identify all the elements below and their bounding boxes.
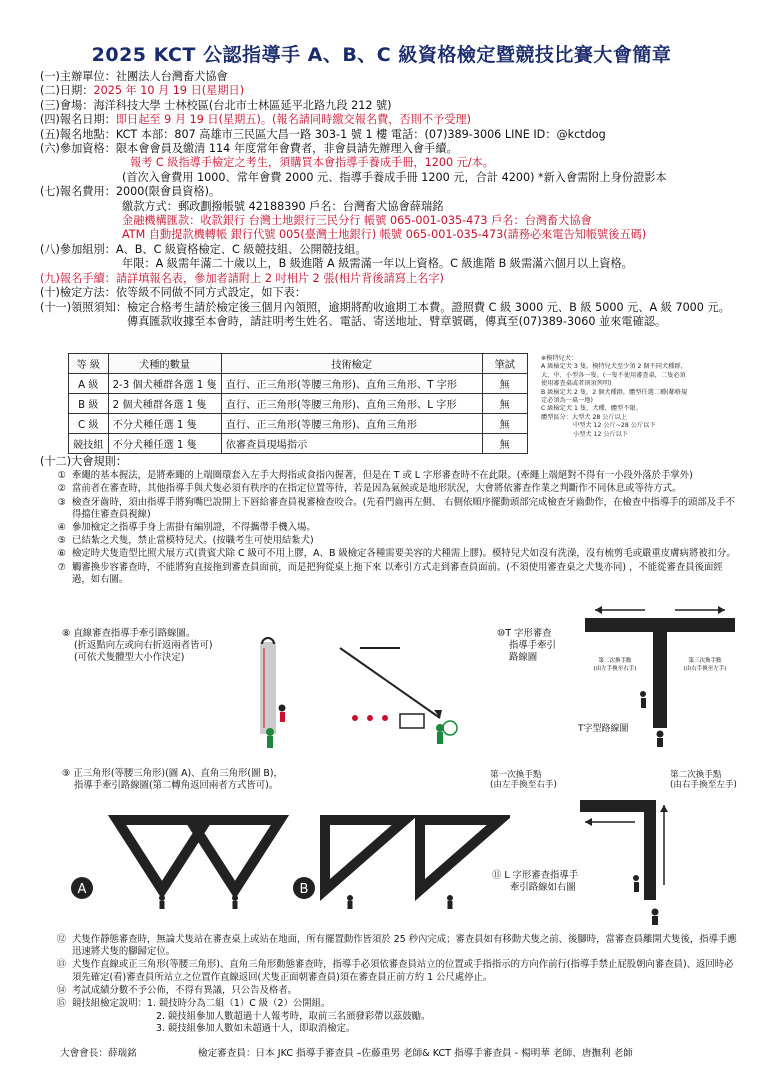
rule-sub: 3. 競技組參加人數如未超過十人，即取消檢定。 (156, 1023, 356, 1035)
l-bar (580, 800, 656, 812)
side-note (541, 355, 741, 439)
judge-icon (447, 895, 453, 901)
table-cell: B 級 (69, 394, 109, 414)
t-right-label-sub: (由右手換至左手) (683, 666, 727, 672)
judge-body (233, 901, 238, 909)
note-line: B 級檢定犬 2 隻，2 個犬種群，體型任選二種(鄰格規 (541, 388, 688, 396)
exam-table (400, 714, 424, 728)
note-line: 使用審查桌或者則須列明) (541, 380, 612, 388)
handler-body (280, 712, 285, 722)
info-label: (五)報名地點： (40, 127, 116, 141)
table-header-row (69, 354, 528, 374)
note-line: 中型犬 12 公斤~28 公斤以下 (573, 422, 656, 430)
figure-label: A (77, 882, 87, 897)
group-value: A、B、C 級資格檢定、C 級競技組、公開競技組。 (115, 242, 367, 256)
fig8-caption: ⑧ 直線審查指導手牽引路線圖。 (折返點向左或向右折返兩者皆可) (可依犬隻體型大小作決定) (62, 628, 213, 663)
dog-icon (352, 715, 358, 721)
judge-icon (266, 728, 274, 736)
info-block (40, 70, 740, 329)
rule-item: ⑥ 檢定時犬隻造型比照犬展方式(貴賓犬除 C 級可不用上膠，A、B 級檢定各種需要美容的犬種需上膠)。模特兒犬如沒有洗澡，沒有梳剪毛或嚴重皮膚病將被扣分。 (57, 548, 736, 560)
judge-body (348, 901, 353, 909)
judge-icon (652, 909, 659, 916)
rules-block (40, 456, 740, 587)
right-triangle-path (325, 820, 405, 890)
arrow-head (595, 606, 602, 614)
table-header: 犬種的數量 (108, 354, 221, 374)
handler-icon (633, 875, 639, 881)
table-cell: 不分犬種任選 1 隻 (108, 414, 221, 434)
handler-icon (640, 691, 646, 697)
arrow-head (718, 606, 725, 614)
note-line: 小型犬 12 公斤以下 (573, 430, 629, 438)
fig11-caption: ⑪ L 字形審查指導手 牽引路線如右圖 (492, 870, 579, 893)
judge-body (160, 901, 165, 909)
info-label: (二)日期： (40, 84, 94, 98)
note-line: 大、中、小型各一隻。(一隻不使用審查桌，二隻必須 (541, 371, 686, 379)
table-cell: A 級 (69, 374, 109, 394)
group-note: 年限：A 級需年滿二十歲以上，B 級進階 A 級需滿一年以上資格。C 級進階 B 級需滿六個月以上資格。 (122, 257, 633, 271)
table-header: 等 級 (69, 354, 109, 374)
rule-item: ④ 參加檢定之指導手身上需掛有編別證，不得攜帶手機入場。 (57, 522, 316, 534)
fee-value: 2000(限會員資格)。 (115, 185, 221, 199)
table-row (69, 414, 528, 434)
t-right-label: 第三次換手點 (688, 658, 722, 664)
rule-item: ⑦ 觸審換步容審查時，不能將狗直接拖到審查員面前，而是把狗從桌上拖下來 以牽引方式走到審查員面前。(不須使用審查桌之犬隻亦同) ，不能從審查員後面經過，如右圖。 (57, 561, 723, 585)
handler-body (634, 882, 639, 892)
info-label: (四)報名日期： (40, 113, 116, 127)
qual-note: (首次入會費用 1000、常年會費 2000 元、指導手養成手冊 1200 元，合計 4200) *新入會需附上身份證影本 (122, 170, 667, 184)
table-cell: 直行、正三角形(等腰三角形)、直角三角形、L 字形 (221, 394, 482, 414)
table-cell: 競技組 (69, 434, 109, 454)
page-title: 2025 KCT 公認指導手 A、B、C 級資格檢定暨競技比賽大會簡章 (91, 44, 672, 66)
info-value: 海洋科技大學 士林校區(台北市士林區延平北路九段 212 號) (93, 98, 392, 112)
t-stem (653, 618, 667, 728)
triangle-path (190, 820, 280, 890)
note-line: 定必須為一桌一地) (541, 397, 593, 405)
dog-icon (367, 715, 373, 721)
info-label: (六)參加資格： (40, 142, 116, 156)
rules-block-2 (40, 934, 740, 1036)
judge-mark (443, 721, 457, 735)
judge-body (657, 738, 663, 747)
rule-item: ② 當前者在審查時，其他指導手與犬隻必須有秩序的在指定位置等待，若是因為氣候或是地形狀況，大會將依審查作業之判斷作不同休息或等待方式。 (57, 483, 682, 495)
rule-item: ① 牽繩的基本握法，是將牽繩的上端圈環套入左手大拇指或食指內握著，但是在 T 或 L 字形審查時不在此限。(牽繩上端絕對不得有一小段外落於手掌外) (57, 470, 693, 482)
judge-body (448, 901, 453, 909)
t-left-label-sub: (由左手換至右手) (593, 666, 637, 672)
rule-item: ⑤ 已結紮之犬隻，禁止當模特兒犬。(按職考生可使用結紮犬) (57, 535, 314, 547)
straight-line-diagram (240, 628, 540, 758)
table-cell: 不分犬種任選 1 隻 (108, 434, 221, 454)
note-line: A 級檢定犬 3 隻，模特兒犬至少須 2 個不同犬種群， (541, 363, 687, 371)
info-label: (一)主辦單位： (40, 70, 116, 83)
table-cell: 無 (482, 414, 527, 434)
note-line: ※模特兒犬： (541, 355, 578, 362)
qual-red: 報考 C 級指導手檢定之考生，須購買本會指導手養成手冊，1200 元/本。 (130, 156, 494, 170)
table-row (69, 394, 528, 414)
fig10-caption: ⑩T 字形審查 指導手牽引 路線圖 (497, 628, 556, 663)
cert-label: (十一)領照須知： (40, 300, 128, 314)
table-cell: 無 (482, 434, 527, 454)
t-bottom-label: T字型路線圖 (578, 724, 629, 734)
handler-icon (279, 705, 286, 712)
payment-line: 繳款方式：郵政劃撥帳號 42188390 戶名：台灣畜犬協會薛瑞銘 (122, 199, 444, 213)
info-value: 限本會會員及繳清 114 年度常年會費者，非會員請先辦理入會手續。 (115, 142, 458, 156)
table-cell: 2 個犬種群各選 1 隻 (108, 394, 221, 414)
l-stem (644, 800, 656, 900)
rule-sub: 2. 競技組參加人數超過十人報考時，取前三名頒發彩帶以茲鼓勵。 (156, 1011, 431, 1023)
walk-path (260, 642, 276, 734)
handler-body (641, 698, 646, 708)
table-row (69, 374, 528, 394)
footer-judges: 檢定審查員：日本 JKC 指導手審查員 –佐藤重男 老師& KCT 指導手審查員 - 楊明華 老師、唐撫利 老師 (198, 1048, 633, 1059)
note-line: 體型區分：大型犬 28 公斤以上 (541, 413, 628, 421)
path-diagonal (340, 648, 440, 718)
rule-item: ⑫ 犬隻作靜態審查時，無論犬隻站在審查桌上或站在地面，所有擺置動作皆須於 25 秒內完成；審查員如有移動犬隻之前、後腳時，當審查員離開犬隻後，指導手應迅速將犬隻的腳歸定位。 (56, 934, 737, 958)
judge-icon (232, 895, 238, 901)
group-label: (八)參加組別： (40, 242, 116, 256)
arrow-head (585, 818, 592, 826)
table-cell: 2-3 個犬種群各選 1 隻 (108, 374, 221, 394)
table-cell: 直行、正三角形(等腰三角形)、直角三角形 (221, 414, 482, 434)
table-cell: 無 (482, 394, 527, 414)
dog-icon (382, 715, 388, 721)
docs-label: (九)報名手續： (40, 271, 116, 285)
arrow-head (660, 805, 668, 812)
table-header: 技術檢定 (221, 354, 482, 374)
table-header: 筆試 (482, 354, 527, 374)
right-triangle-path (420, 820, 500, 890)
fig9-caption: ⑨ 正三角形(等腰三角形)(圖 A)、直角三角形(圖 B)， 指導手牽引路線圖(第二轉角返回兩者方式皆可)。 (62, 768, 283, 791)
payment-line: 金融機構匯款：收款銀行 台灣土地銀行三民分行 帳號 065-001-035-473 戶名：台灣畜犬協會 (122, 214, 592, 228)
info-value: KCT 本部：807 高雄市三民區大昌一路 303-1 號 1 樓 電話：(07)389-3006 LINE ID：@kctdog (115, 127, 606, 141)
cert-value: 檢定合格考生請於檢定後三個月內領照，逾期將酌收逾期工本費。證照費 C 級 3000 元、B 級 5000 元、A 級 7000 元。傳真匯款收據至本會時，請註明考生姓名、電話、寄送地址、臂章號碼，傳真至(07)389-3060 並來電確認。 (127, 300, 730, 328)
grade-table (68, 353, 528, 454)
table-cell: C 級 (69, 414, 109, 434)
t-left-label: 第二次換手點 (598, 658, 632, 664)
docs-value: 請詳填報名表，參加者請附上 2 吋相片 2 張(相片背後請寫上名字) (115, 271, 444, 285)
triangle-a2-diagram (180, 800, 290, 910)
judge-body (652, 916, 658, 925)
info-value: 社團法人台灣畜犬協會 (115, 70, 228, 83)
l-right-label: 第二次換手點 (由右手換至左手) (670, 770, 737, 790)
figure-label: B (299, 882, 309, 897)
rule-item: ③ 檢查牙齒時，須由指導手將狗嘴巴說開上下唇給審查員視審檢查咬合。(先看門齒再左側、 右側依順序擺動頭部完成檢查牙齒動作，在檢查中指導手的頭部及手不得擋住審查員視線) (57, 496, 735, 520)
info-label: (三)會場： (40, 98, 94, 112)
footer-president: 大會會長：薛瑞銘 (60, 1048, 137, 1059)
judge-icon (159, 895, 165, 901)
table-cell: 依審查員現場指示 (221, 434, 482, 454)
l-shape-diagram (560, 790, 720, 930)
note-line: C 級檢定犬 1 隻，犬種、體型不限。 (541, 405, 642, 413)
method-label: (十)檢定方法： (40, 286, 116, 300)
judge-body (437, 732, 443, 744)
table-cell: 無 (482, 374, 527, 394)
info-value: 即日起至 9 月 19 日(星期五)。(報名請同時繳交報名費，否則不予受理) (115, 113, 471, 127)
method-value: 依等級不同做不同方式設定，如下表： (115, 286, 307, 300)
payment-line: ATM 自動提款機轉帳 銀行代號 005(臺灣土地銀行) 帳號 065-001-035-473(請務必來電告知帳號後五碼) (122, 228, 647, 242)
rules-title: (十二)大會規則： (40, 455, 128, 468)
rule-item: ⑬ 犬隻作直線或正三角形(等腰三角形)、直角三角形動態審查時，指導手必須依審查員站立的位置或手指指示的方向作前行(指導手禁止屁股朝向審查員)、返回時必須先確定(看)審查員所站立之位置作直線返回(犬隻正面朝審查員)須在審查員正前方約 1 公尺處停止。 (56, 959, 734, 983)
rule-item: ⑭ 考試成績分數不予公佈，不得有異議，只公告及格者。 (56, 984, 298, 996)
table-row (69, 434, 528, 454)
judge-icon (657, 731, 664, 738)
rule-item: ⑮ 競技組檢定說明：1. 競技時分為二組（1）C 級（2）公開組。 (56, 998, 331, 1010)
fee-label: (七)報名費用： (40, 185, 116, 199)
judge-icon (347, 895, 353, 901)
l-left-label: 第一次換手點 (由左手換至右手) (490, 770, 557, 790)
judge-body (267, 736, 273, 748)
table-cell: 直行、正三角形(等腰三角形)、直角三角形、T 字形 (221, 374, 482, 394)
info-value: 2025 年 10 月 19 日(星期日) (93, 84, 245, 98)
